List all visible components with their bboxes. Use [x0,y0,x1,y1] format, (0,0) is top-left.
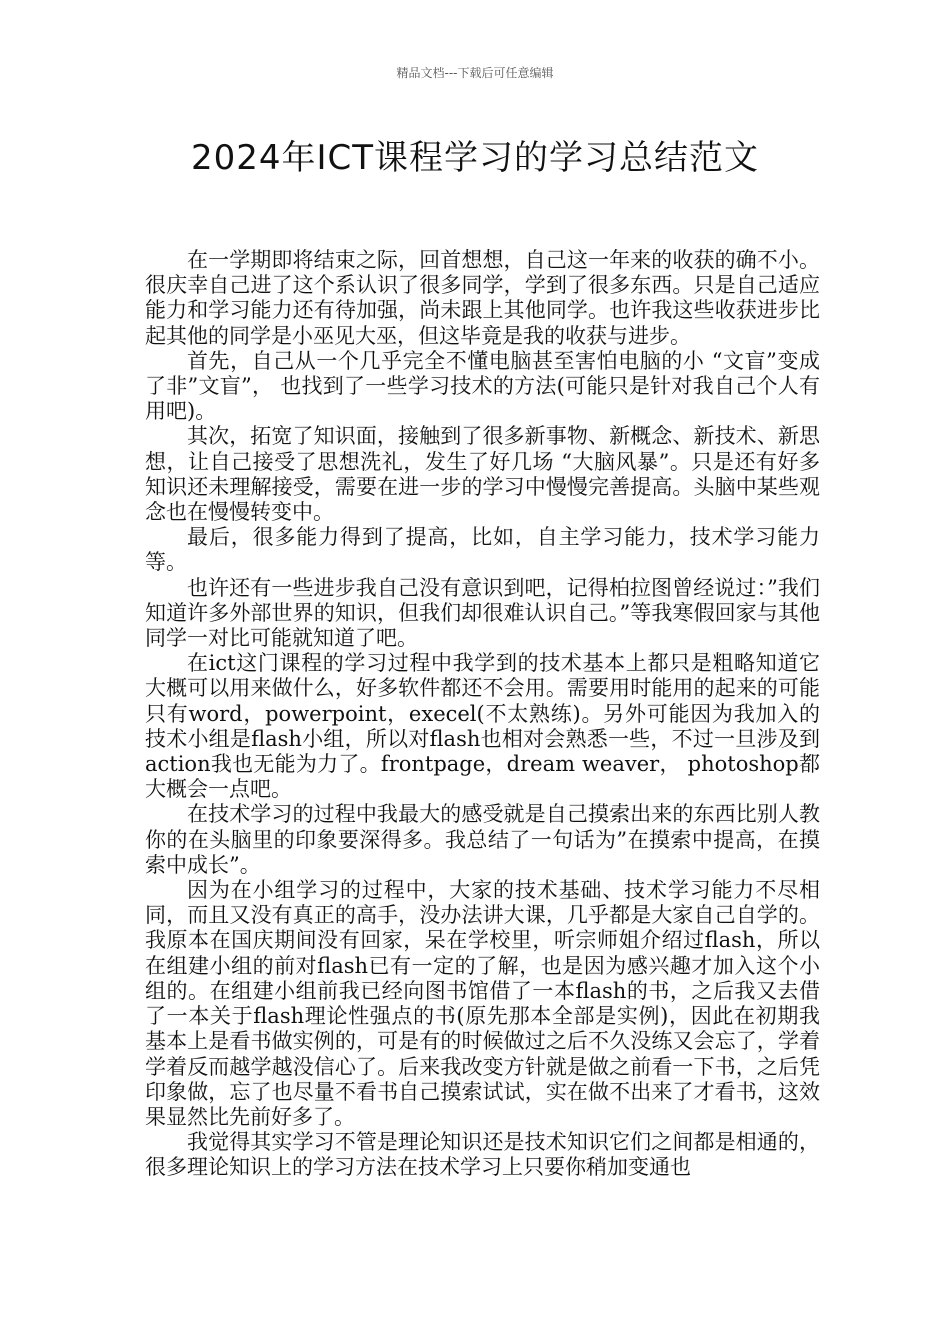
paragraph-3: 其次，拓宽了知识面，接触到了很多新事物、新概念、新技术、新思想，让自己接受了思想洗礼，发生了好几场 “大脑风暴”。只是还有好多知识还未理解接受，需要在进一步的学习中慢慢完善提高。头脑中某些观念也在慢慢转变中。 [145,424,820,525]
document-body [145,248,820,1181]
paragraph-2: 首先，自己从一个几乎完全不懂电脑甚至害怕电脑的小 “文盲”变成了非”文盲”， 也找到了一些学习技术的方法(可能只是针对我自己个人有用吧)。 [145,348,820,424]
paragraph-8: 因为在小组学习的过程中，大家的技术基础、技术学习能力不尽相同，而且又没有真正的高手，没办法讲大课，几乎都是大家自己自学的。我原本在国庆期间没有回家，呆在学校里，听宗师姐介绍过flash，所以在组建小组的前对flash已有一定的了解，也是因为感兴趣才加入这个小组的。在组建小组前我已经向图书馆借了一本flash的书，之后我又去借了一本关于flash理论性强点的书(原先那本全部是实例)，因此在初期我基本上是看书做实例的，可是有的时候做过之后不久没练又会忘了，学着学着反而越学越没信心了。后来我改变方针就是做之前看一下书，之后凭印象做，忘了也尽量不看书自己摸索试试，实在做不出来了才看书，这效果显然比先前好多了。 [145,878,820,1129]
paragraph-1: 在一学期即将结束之际，回首想想，自己这一年来的收获的确不小。很庆幸自己进了这个系认识了很多同学，学到了很多东西。只是自己适应能力和学习能力还有待加强，尚未跟上其他同学。也许我这些收获进步比起其他的同学是小巫见大巫，但这毕竟是我的收获与进步。 [145,248,820,348]
paragraph-5: 也许还有一些进步我自己没有意识到吧，记得柏拉图曾经说过：”我们知道许多外部世界的知识，但我们却很难认识自己。”等我寒假回家与其他同学一对比可能就知道了吧。 [145,575,820,651]
document-title: 2024年ICT课程学习的学习总结范文 [190,138,760,178]
paragraph-9: 我觉得其实学习不管是理论知识还是技术知识它们之间都是相通的，很多理论知识上的学习方法在技术学习上只要你稍加变通也 [145,1130,820,1180]
page-header-note: 精品文档---下载后可任意编辑 [396,66,554,80]
paragraph-6: 在ict这门课程的学习过程中我学到的技术基本上都只是粗略知道它大概可以用来做什么，好多软件都还不会用。需要用时能用的起来的可能只有word，powerpoint，execel(不太熟练)。另外可能因为我加入的技术小组是flash小组，所以对flash也相对会熟悉一些，不过一旦涉及到action我也无能为力了。frontpage，dream weaver， photoshop都大概会一点吧。 [145,651,820,802]
paragraph-7: 在技术学习的过程中我最大的感受就是自己摸索出来的东西比别人教你的在头脑里的印象要深得多。我总结了一句话为”在摸索中提高，在摸索中成长”。 [145,802,820,877]
paragraph-4: 最后，很多能力得到了提高，比如，自主学习能力，技术学习能力等。 [145,525,820,575]
